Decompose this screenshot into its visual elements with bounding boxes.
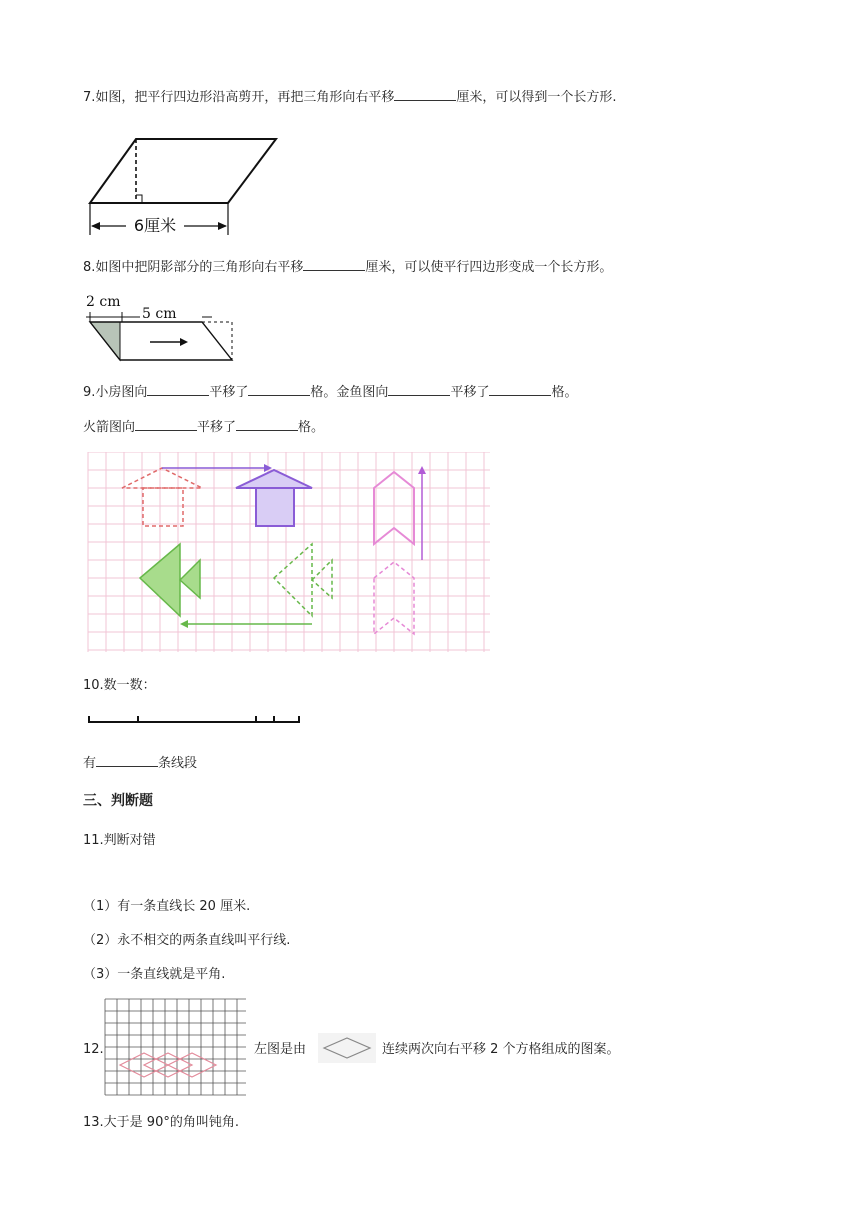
q13-text: 13.大于是 90°的角叫钝角. xyxy=(83,1115,239,1130)
q11-item-1: （1）有一条直线长 20 厘米. xyxy=(83,899,251,914)
house-moved xyxy=(236,470,312,526)
q12-grid-figure xyxy=(103,996,249,1098)
q10-answer: 有 条线段 xyxy=(83,756,198,771)
q7-parallelogram-figure xyxy=(86,135,282,239)
q8-label-2cm: 2 cm xyxy=(86,294,121,310)
q7-text: 7.如图，把平行四边形沿高剪开，再把三角形向右平移 厘米，可以得到一个长方形. xyxy=(83,90,617,105)
q8-figure xyxy=(84,290,240,366)
q12-rhombus-icon xyxy=(318,1033,376,1063)
q12-number: 12. xyxy=(83,1042,104,1057)
fish-original-dashed xyxy=(274,544,332,616)
q8-text: 8.如图中把阴影部分的三角形向右平移 厘米，可以使平行四边形变成一个长方形。 xyxy=(83,260,613,275)
q7-blank xyxy=(394,88,456,101)
q7-right-angle-mark xyxy=(136,195,142,203)
rocket-arrow xyxy=(418,466,426,560)
q12-text-b: 连续两次向右平移 2 个方格组成的图案。 xyxy=(382,1042,620,1057)
q11-item-2: （2）永不相交的两条直线叫平行线. xyxy=(83,933,291,948)
q10-title: 10.数一数： xyxy=(83,678,156,693)
q9-line2: 火箭图向 平移了 格。 xyxy=(83,420,325,435)
q11-item-3: （3）一条直线就是平角. xyxy=(83,967,226,982)
q9-line1: 9.小房图向 平移了 格。金鱼图向 平移了 格。 xyxy=(83,385,578,400)
q10-segment-figure xyxy=(86,712,304,728)
q9-grid-figure xyxy=(86,452,494,660)
q7-dimension-label: 6厘米 xyxy=(133,216,177,235)
fish-arrow xyxy=(180,620,312,628)
house-original-dashed xyxy=(122,468,202,526)
section-title: 三、判断题 xyxy=(83,793,153,809)
q12-rhombus-pattern xyxy=(120,1053,216,1077)
q8-label-5cm: 5 cm xyxy=(142,306,177,322)
q12-text-a: 左图是由 xyxy=(254,1042,307,1057)
q11-title: 11.判断对错 xyxy=(83,833,156,848)
q7-parallelogram xyxy=(90,139,276,203)
fish-moved xyxy=(140,544,200,616)
q8-blank xyxy=(303,258,365,271)
